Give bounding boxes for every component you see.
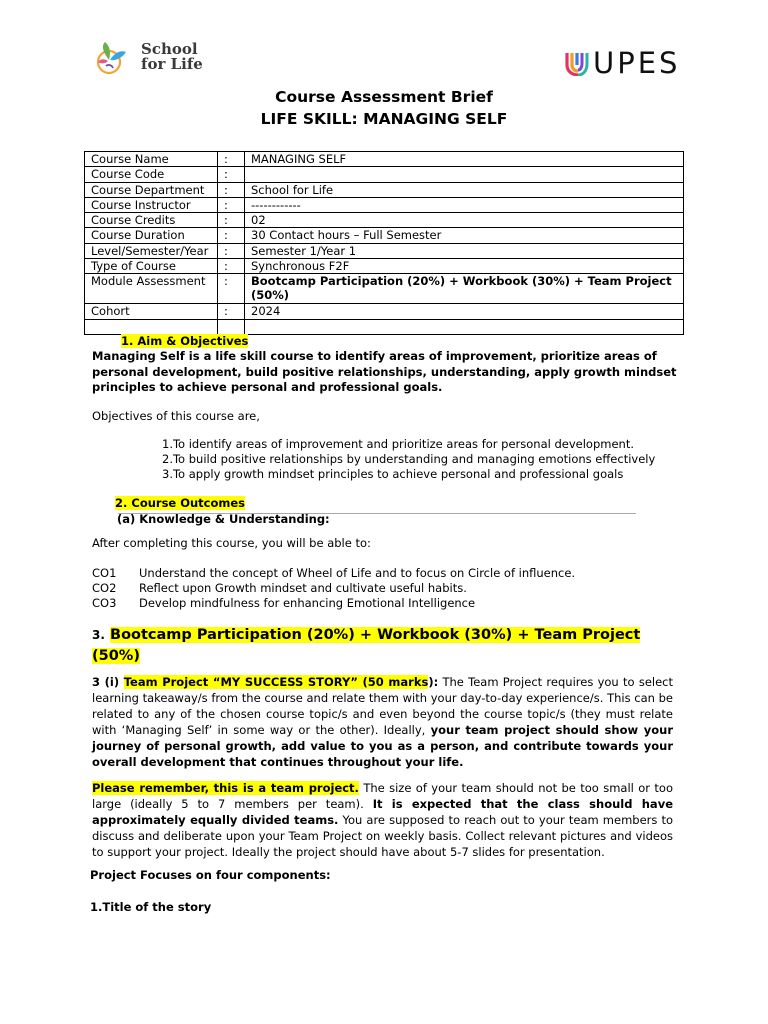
info-value: Semester 1/Year 1 [245,243,684,258]
info-label: Course Department [85,182,218,197]
school-for-life-logo [95,40,215,80]
section3-heading-line1: Bootcamp Participation (20%) + Workbook (30%) + Team Project [110,627,641,643]
info-separator: : [218,274,245,304]
info-label: Course Credits [85,213,218,228]
team-reminder-paragraph: Please remember, this is a team project. The size of your team should not be too small or too large (ideally 5 to 7 members per team). It is expected that the class should have approximately equally divided teams. You are supposed to reach out to your team members to discuss and deliberate upon your Team Project on weekly basis. Collect relevant pictures and videos to support your project. Ideally the project should have about 5-7 slides for presentation. [92,781,673,859]
info-row-empty [85,319,684,334]
logo-text-line2: for Life [141,55,203,73]
info-separator: : [218,304,245,319]
info-label: Cohort [85,304,218,319]
objective-item-1: 1.To identify areas of improvement and prioritize areas for personal development. [162,437,634,451]
outcome-text: Develop mindfulness for enhancing Emotional Intelligence [139,596,476,610]
info-label: Course Name [85,152,218,167]
upes-logo-icon [565,50,591,76]
info-row [85,304,684,319]
info-value: Synchronous F2F [245,259,684,274]
logo-text-line1: School [141,40,198,58]
info-value: MANAGING SELF [245,152,684,167]
project-focus-heading: Project Focuses on four components: [90,868,331,882]
info-separator: : [218,182,245,197]
section3-heading-line2: (50%) [92,648,140,664]
section2-subheading: (a) Knowledge & Understanding: [117,512,330,526]
outcome-code: CO2 [92,581,117,595]
document-title: Course Assessment Brief [275,88,493,106]
info-label: Course Duration [85,228,218,243]
section1-heading: 1. Aim & Objectives [121,334,249,348]
info-value: School for Life [245,182,684,197]
info-value: 2024 [245,304,684,319]
info-row [85,243,684,258]
info-separator: : [218,197,245,212]
outcome-code: CO1 [92,566,117,580]
section2-heading: 2. Course Outcomes [115,496,246,510]
info-value: 02 [245,213,684,228]
info-row [85,274,684,304]
info-row [85,152,684,167]
info-row [85,228,684,243]
upes-logo [565,46,681,80]
info-separator: : [218,243,245,258]
info-empty-cell [245,319,684,334]
upes-logo-text: UPES [593,46,681,80]
objective-item-2: 2.To build positive relationships by understanding and managing emotions effectively [162,452,656,466]
focus-item-1: 1.Title of the story [90,900,212,914]
team-reminder-highlight: Please remember, this is a team project. [92,781,359,795]
info-separator: : [218,259,245,274]
info-row [85,167,684,182]
section1-intro: Managing Self is a life skill course to identify areas of improvement, prioritize areas of personal development, build positive relationships, understanding, apply growth mindset principles to achieve personal and professional goals. [92,349,677,394]
school-for-life-logo-icon [95,40,129,76]
course-info-table [84,151,684,335]
outcome-text: Reflect upon Growth mindset and cultivate useful habits. [139,581,467,595]
info-separator: : [218,228,245,243]
info-label: Course Code [85,167,218,182]
outcome-code: CO3 [92,596,117,610]
info-empty-cell [218,319,245,334]
outcomes-lead: After completing this course, you will be able to: [92,536,371,550]
outcome-text: Understand the concept of Wheel of Life and to focus on Circle of influence. [139,566,576,580]
team-project-paragraph: 3 (i) Team Project “MY SUCCESS STORY” (50 marks): The Team Project requires you to select learning takeaway/s from the course and relate them with your day-to-day experience/s. This can be related to any of the chosen course topic/s and even beyond the course topic/s (they must relate with ‘Managing Self’ in some way or the other). Ideally, your team project should show your journey of personal growth, add value to you as a person, and contribute towards your overall development that continues throughout your life. [92,675,673,769]
info-row [85,259,684,274]
info-value [245,167,684,182]
info-label: Course Instructor [85,197,218,212]
document-subtitle: LIFE SKILL: MANAGING SELF [260,110,508,128]
info-separator: : [218,213,245,228]
info-value: Bootcamp Participation (20%) + Workbook (30%) + Team Project (50%) [245,274,684,304]
info-row [85,213,684,228]
info-label: Module Assessment [85,274,218,304]
info-empty-cell [85,319,218,334]
team-project-title: Team Project “MY SUCCESS STORY” (50 marks [123,675,429,689]
info-value: ------------ [245,197,684,212]
info-separator: : [218,167,245,182]
section3-heading: 3. Bootcamp Participation (20%) + Workbook (30%) + Team Project (50%) [92,627,641,664]
info-row [85,197,684,212]
objective-item-3: 3.To apply growth mindset principles to achieve personal and professional goals [162,467,624,481]
info-label: Level/Semester/Year [85,243,218,258]
info-row [85,182,684,197]
info-separator: : [218,152,245,167]
info-value: 30 Contact hours – Full Semester [245,228,684,243]
objectives-lead: Objectives of this course are, [92,409,260,423]
info-label: Type of Course [85,259,218,274]
